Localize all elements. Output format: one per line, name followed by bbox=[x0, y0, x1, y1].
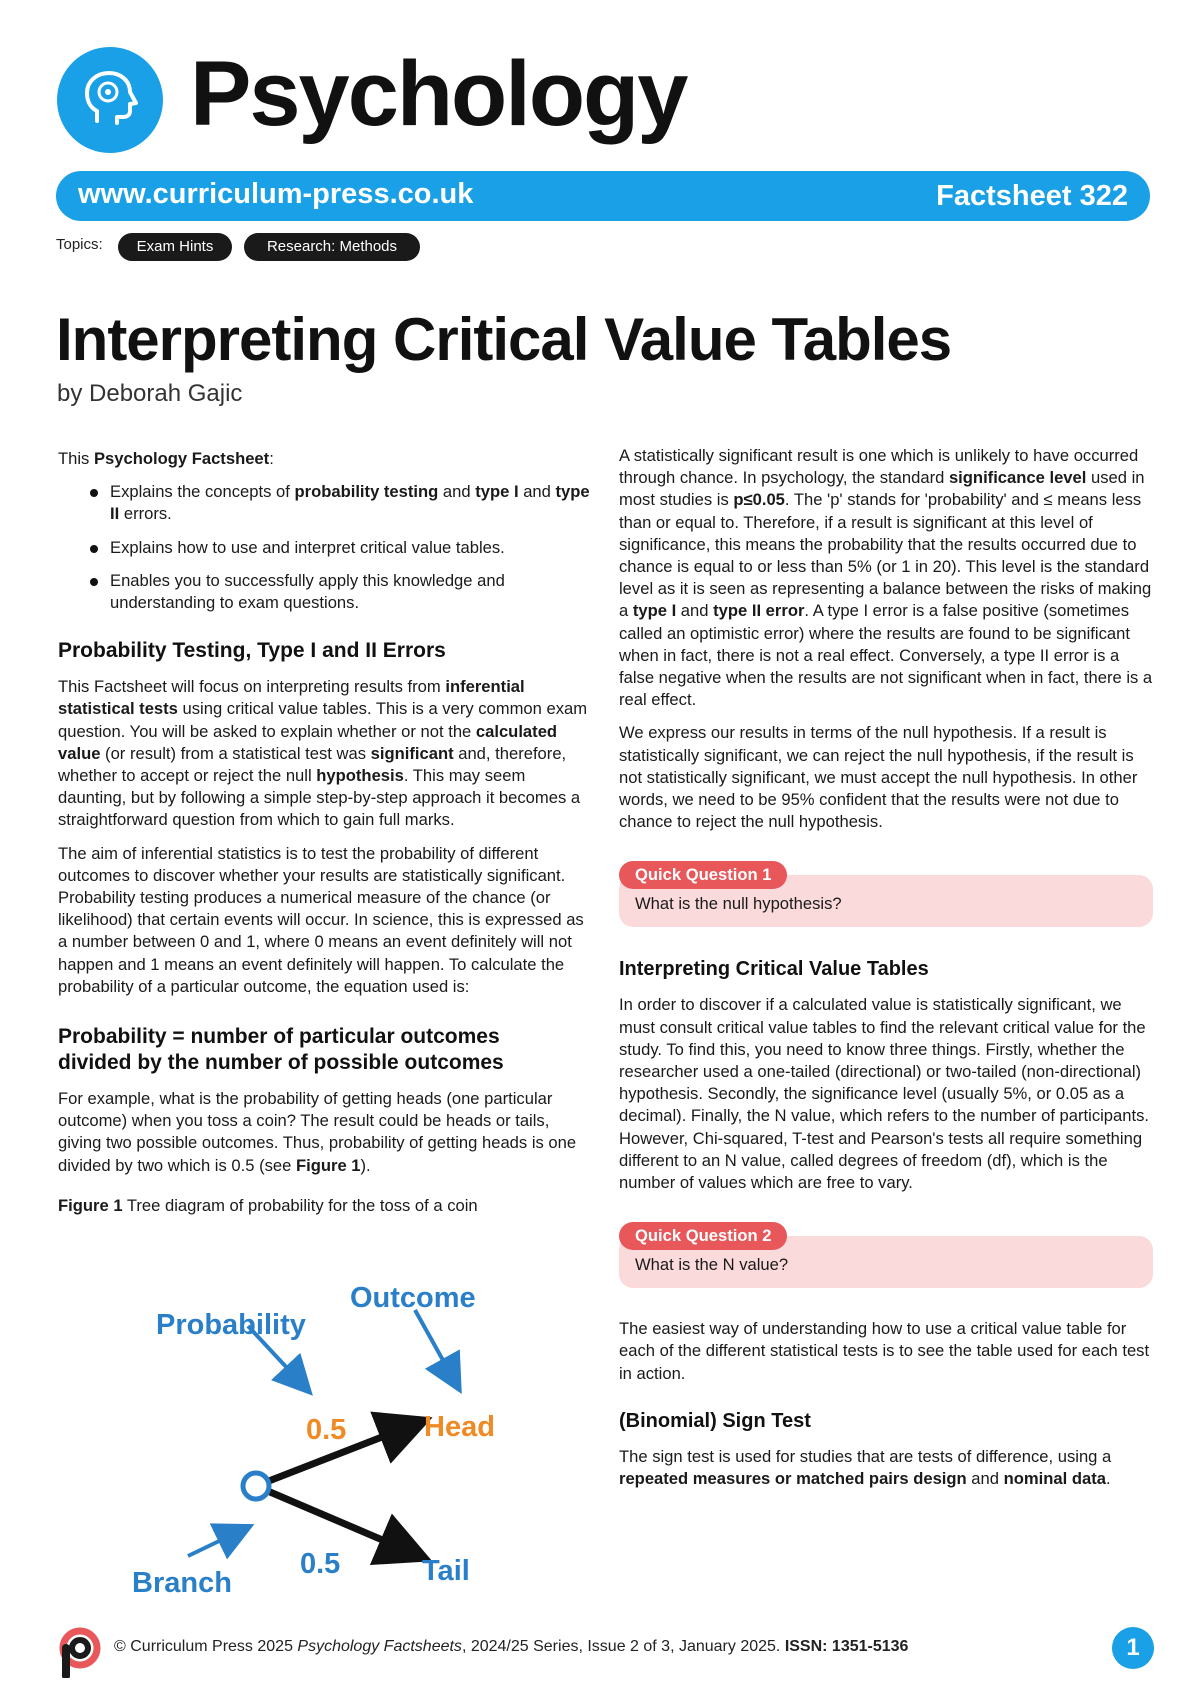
curriculum-press-logo-icon bbox=[54, 1626, 104, 1678]
probability-equation: Probability = number of particular outcomes divided by the number of possible outcomes bbox=[58, 1025, 504, 1075]
topic-chip-exam-hints[interactable]: Exam Hints bbox=[118, 233, 232, 261]
tail-outcome-label: Tail bbox=[422, 1555, 470, 1587]
quick-question-2 bbox=[619, 1222, 1153, 1284]
quick-question-tag: Quick Question 2 bbox=[619, 1222, 787, 1250]
paragraph: For example, what is the probability of getting heads (one particular outcome) when you toss a coin? The result could be heads or tails, giving two possible outcomes. Thus, probability of getting heads is one divided by two which is 0.5 (see Figure 1). bbox=[58, 1089, 577, 1175]
outcome-pointer-arrow bbox=[415, 1310, 454, 1380]
intro-bullet-list bbox=[58, 481, 594, 614]
footer-copyright: © Curriculum Press 2025 Psychology Factsheets, 2024/25 Series, Issue 2 of 3, January 2025. ISSN: 1351-5136 bbox=[114, 1638, 909, 1655]
paragraph: The easiest way of understanding how to use a critical value table for each of the different statistical tests is to see the table used for each test in action. bbox=[619, 1319, 1150, 1383]
psychology-logo bbox=[57, 47, 163, 153]
lower-branch-line bbox=[256, 1486, 413, 1553]
outcome-label: Outcome bbox=[350, 1282, 476, 1314]
section-heading-probability: Probability Testing, Type I and II Errors bbox=[58, 639, 446, 663]
head-brain-icon bbox=[57, 47, 163, 153]
section-heading-sign-test: (Binomial) Sign Test bbox=[619, 1409, 811, 1432]
upper-probability-value: 0.5 bbox=[306, 1414, 347, 1446]
branch-pointer-arrow bbox=[188, 1531, 240, 1556]
tree-diagram bbox=[110, 1280, 530, 1610]
brand-title: Psychology bbox=[190, 43, 687, 145]
list-item: Explains the concepts of probability testing and type I and type II errors. bbox=[58, 481, 594, 525]
quick-question-tag: Quick Question 1 bbox=[619, 861, 787, 889]
header-bar bbox=[56, 171, 1150, 221]
head-outcome-label: Head bbox=[424, 1411, 495, 1443]
site-url-link[interactable]: www.curriculum-press.co.uk bbox=[78, 178, 474, 210]
quick-question-text: What is the N value? bbox=[635, 1255, 789, 1275]
list-item: Enables you to successfully apply this knowledge and understanding to exam questions. bbox=[58, 570, 594, 614]
paragraph: A statistically significant result is one which is unlikely to have occurred through chance. In psychology, the standard significance level used in most studies is p≤0.05. The 'p' stands for 'probability' and ≤ means less than or equal to. Therefore, if a result is significant at this level of significance, this means the probability that the results occurred due to chance is equal to or less than 5% (or 1 in 20). This level is the standard level as it is seen as representing a balance between the risks of making a type I and type II error. A type I error is a false positive (sometimes called an optimistic error) where the results are found to be significant when in fact, there is not a real effect. Conversely, a type II error is a false negative when the results are not significant when in fact, there is a real effect. bbox=[619, 446, 1153, 710]
figure-caption: Figure 1 Tree diagram of probability for the toss of a coin bbox=[58, 1195, 478, 1215]
left-column bbox=[58, 448, 594, 1228]
page-number-badge: 1 bbox=[1112, 1627, 1154, 1669]
intro-paragraph: This Psychology Factsheet: bbox=[58, 449, 274, 468]
root-node bbox=[243, 1473, 269, 1499]
lower-probability-value: 0.5 bbox=[300, 1548, 341, 1580]
paragraph: We express our results in terms of the null hypothesis. If a result is statistically significant, we can reject the null hypothesis, if the result is not statistically significant, we must accept the null hypothesis. In other words, we need to be 95% confident that the results were not due to chance to reject the null hypothesis. bbox=[619, 723, 1138, 832]
quick-question-1 bbox=[619, 861, 1153, 923]
topic-chip-research-methods[interactable]: Research: Methods bbox=[244, 233, 420, 261]
paragraph: This Factsheet will focus on interpreting results from inferential statistical tests using critical value tables. This is a very common exam question. You will be asked to explain whether or not the calculated value (or result) from a statistical test was significant and, therefore, whether to accept or reject the null hypothesis. This may seem daunting, but by following a simple step-by-step approach it becomes a straightforward question from which to gain full marks. bbox=[58, 677, 588, 830]
byline: by Deborah Gajic bbox=[57, 380, 243, 407]
article-title: Interpreting Critical Value Tables bbox=[56, 306, 952, 373]
right-column bbox=[619, 445, 1153, 1501]
list-item: Explains how to use and interpret critical value tables. bbox=[58, 537, 594, 559]
factsheet-number: Factsheet 322 bbox=[936, 180, 1128, 212]
probability-label: Probability bbox=[156, 1309, 306, 1341]
paragraph: The sign test is used for studies that are tests of difference, using a repeated measures or matched pairs design and nominal data. bbox=[619, 1446, 1112, 1489]
quick-question-text: What is the null hypothesis? bbox=[635, 894, 842, 914]
topics-label: Topics: bbox=[56, 236, 103, 253]
paragraph: In order to discover if a calculated value is statistically significant, we must consult critical value tables to find the relevant critical value for the study. To find this, you need to know three things. Firstly, whether the researcher used a one-tailed (directional) or two-tailed (non-directional) hypothesis. Secondly, the significance level (usually 5%, or 0.05 as a decimal). Finally, the N value, which refers to the number of participants. However, Chi-squared, T-test and Pearson's tests all require something different to an N value, called degrees of freedom (df), which is the number of values which are free to vary. bbox=[619, 995, 1150, 1193]
branch-label: Branch bbox=[132, 1567, 232, 1599]
paragraph: The aim of inferential statistics is to test the probability of different outcomes to discover whether your results are statistically significant. Probability testing produces a numerical measure of the chance (or likelihood) that certain events will occur. In science, this is expressed as a number between 0 and 1, where 0 means an event definitely will not happen and 1 means an event definitely will happen. To calculate the probability of a particular outcome, the equation used is: bbox=[58, 843, 584, 996]
section-heading-critical-value-tables: Interpreting Critical Value Tables bbox=[619, 958, 929, 981]
